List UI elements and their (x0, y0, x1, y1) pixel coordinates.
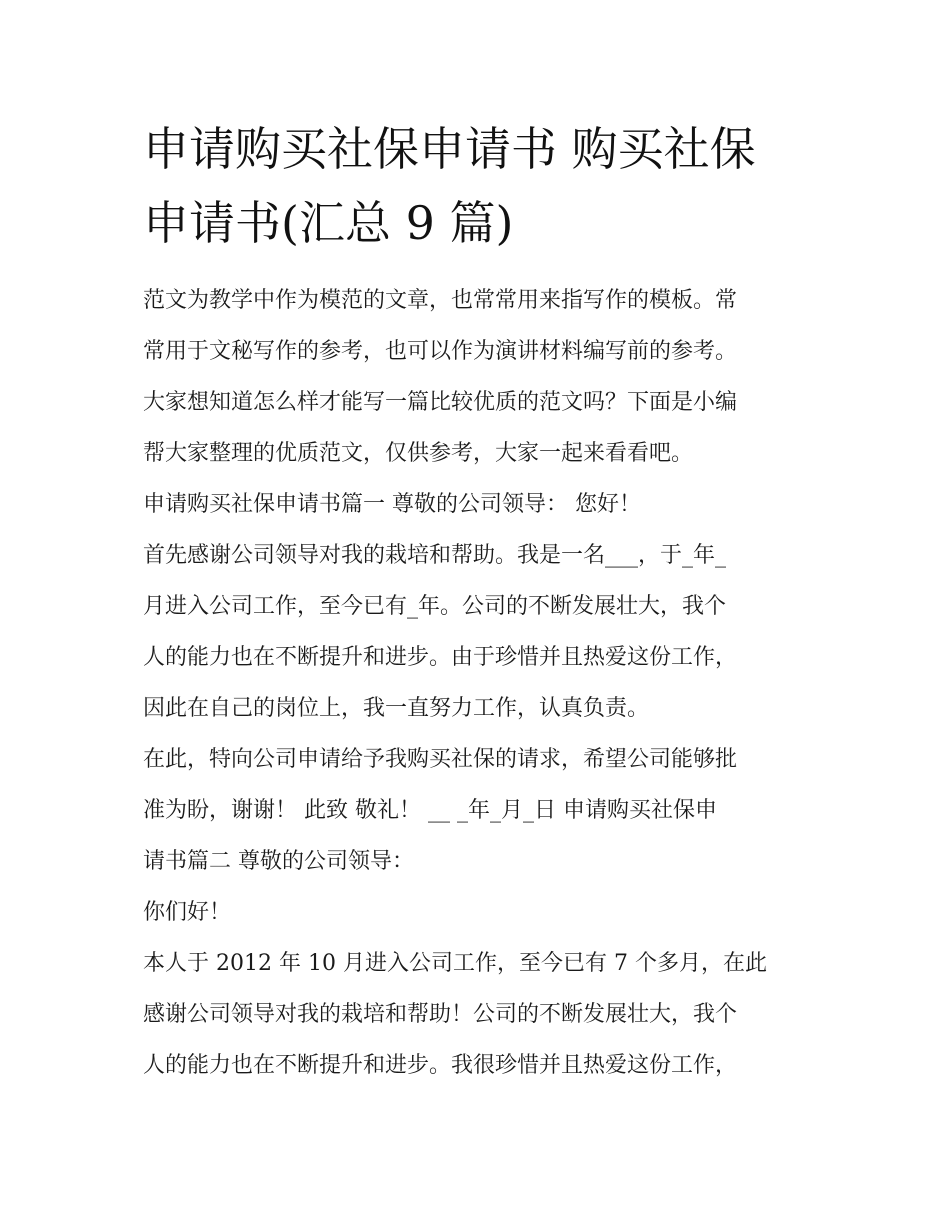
body-line: 范文为教学中作为模范的文章，也常常用来指写作的模板。常 (143, 288, 738, 313)
body-line: 在此，特向公司申请给予我购买社保的请求，希望公司能够批 (143, 747, 738, 772)
body-line: 你们好！ (143, 900, 232, 925)
title-line: 申请购买社保申请书 购买社保 (143, 122, 756, 176)
title-line: 申请书(汇总 9 篇) (143, 196, 514, 250)
body-line: 大家想知道怎么样才能写一篇比较优质的范文吗？下面是小编 (143, 390, 738, 415)
body-line: 感谢公司领导对我的栽培和帮助！公司的不断发展壮大，我个 (143, 1002, 738, 1027)
body-line: 本人于 2012 年 10 月进入公司工作，至今已有 7 个多月，在此 (143, 951, 767, 976)
body-line: 首先感谢公司领导对我的栽培和帮助。我是一名___，于_年_ (143, 543, 727, 568)
body-line: 常用于文秘写作的参考，也可以作为演讲材料编写前的参考。 (143, 339, 738, 364)
document-body (143, 278, 823, 1094)
body-line: 月进入公司工作，至今已有_年。公司的不断发展壮大，我个 (143, 594, 727, 619)
document-title (143, 112, 823, 260)
body-line: 准为盼，谢谢！ 此致 敬礼！ __ _年_月_日 申请购买社保申 (143, 798, 717, 823)
body-line: 人的能力也在不断提升和进步。由于珍惜并且热爱这份工作， (143, 645, 738, 670)
body-line: 帮大家整理的优质范文，仅供参考，大家一起来看看吧。 (143, 441, 694, 466)
body-line: 因此在自己的岗位上，我一直努力工作，认真负责。 (143, 696, 650, 721)
body-line: 请书篇二 尊敬的公司领导： (143, 849, 414, 874)
body-line: 人的能力也在不断提升和进步。我很珍惜并且热爱这份工作， (143, 1053, 738, 1078)
body-line: 申请购买社保申请书篇一 尊敬的公司领导： 您好！ (143, 492, 641, 517)
